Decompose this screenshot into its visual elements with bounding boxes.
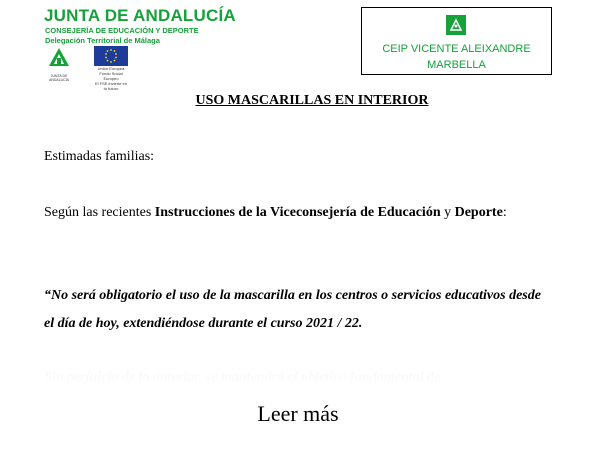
document-title: USO MASCARILLAS EN INTERIOR	[195, 93, 429, 108]
eu-logo	[94, 46, 130, 91]
org-name: JUNTA DE ANDALUCÍA	[44, 6, 236, 25]
org-department: CONSEJERÍA DE EDUCACIÓN Y DEPORTE	[45, 26, 199, 35]
read-more-link[interactable]: Leer más	[257, 401, 339, 426]
school-name-line1: CEIP VICENTE ALEIXANDRE	[382, 43, 531, 55]
junta-logo-caption: JUNTA DE ANDALUCÍA	[48, 74, 70, 82]
junta-logo	[44, 46, 82, 82]
organization-header	[44, 6, 236, 46]
eu-caption-3: El FSE invierte en tu futuro	[94, 81, 127, 91]
eu-flag-icon	[94, 46, 128, 66]
logos-row	[44, 46, 144, 91]
fade-overlay	[0, 350, 596, 450]
school-box	[361, 7, 552, 75]
instructions-paragraph: Según las recientes Instrucciones de la Viceconsejería de Educación y Deporte:	[44, 205, 507, 220]
school-logo-icon	[446, 15, 466, 35]
junta-emblem-icon	[44, 46, 74, 68]
org-delegation: Delegación Territorial de Málaga	[45, 36, 160, 45]
school-name	[362, 41, 551, 73]
school-name-line2: MARBELLA	[427, 59, 486, 71]
quote-paragraph: “No será obligatorio el uso de la mascarilla en los centros o servicios educativos desde el día de hoy, extendiéndose durante el curso 2021 / 22.	[44, 288, 541, 331]
greeting: Estimadas familias:	[44, 149, 155, 164]
eu-caption-2: Fondo Social Europeo	[99, 71, 123, 81]
eu-caption-1: Unión Europea	[97, 66, 125, 71]
